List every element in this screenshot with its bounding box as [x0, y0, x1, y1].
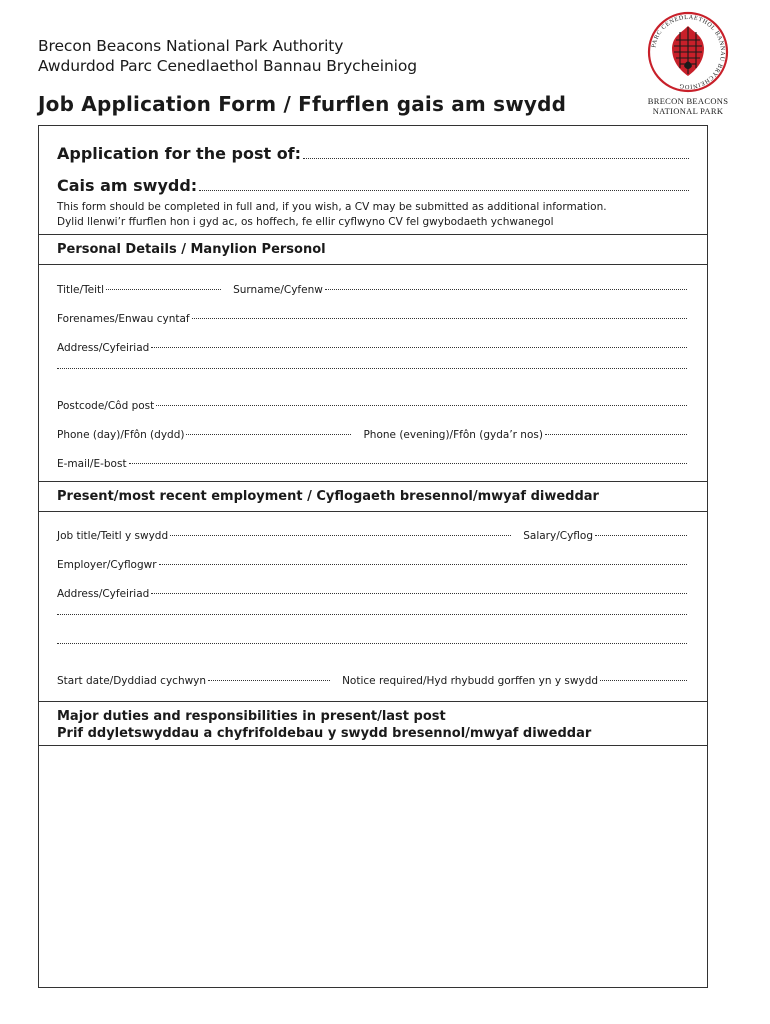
title-field[interactable]: [106, 289, 221, 290]
logo-caption: [640, 96, 736, 116]
national-park-logo: [640, 10, 736, 118]
phone-day-field[interactable]: [186, 434, 351, 435]
authority-name: [38, 36, 417, 76]
duties-header: [39, 701, 707, 746]
employer-address-label: Address/Cyfeiriad: [57, 588, 150, 600]
phone-evening-label: Phone (evening)/Ffôn (gyda’r nos): [363, 429, 543, 441]
address-row-2: [57, 371, 689, 372]
personal-details-heading: Personal Details / Manylion Personol: [57, 242, 326, 257]
address-field-2[interactable]: [57, 368, 687, 369]
employer-address-field[interactable]: [151, 593, 687, 594]
post-applied-field-cy[interactable]: [57, 176, 689, 195]
post-applied-field[interactable]: [57, 144, 689, 163]
employment-heading: Present/most recent employment / Cyflogaeth bresennol/mwyaf diweddar: [57, 489, 599, 504]
salary-field[interactable]: [595, 535, 687, 536]
surname-field[interactable]: [325, 289, 687, 290]
phone-day-label: Phone (day)/Ffôn (dydd): [57, 429, 185, 441]
surname-label: Surname/Cyfenw: [233, 284, 323, 296]
job-title-label: Job title/Teitl y swydd: [57, 530, 169, 542]
duties-text-area[interactable]: [39, 746, 707, 987]
logo-emblem-icon: [646, 10, 730, 94]
address-row: [57, 342, 689, 354]
address-field[interactable]: [151, 347, 687, 348]
employer-address-row-2: [57, 617, 689, 618]
notice-field[interactable]: [600, 680, 687, 681]
salary-label: Salary/Cyflog: [523, 530, 593, 542]
employer-address-row-3: [57, 646, 689, 647]
duties-heading-cy: Prif ddyletswyddau a chyfrifoldebau y swydd bresennol/mwyaf diweddar: [57, 726, 592, 741]
duties-heading-en: Major duties and responsibilities in present/last post: [57, 709, 446, 724]
employer-field[interactable]: [159, 564, 687, 565]
notice-label: Notice required/Hyd rhybudd gorffen yn y swydd: [342, 675, 599, 687]
employer-address-row: [57, 588, 689, 600]
logo-caption-line1: BRECON BEACONS: [647, 96, 729, 106]
start-date-label: Start date/Dyddiad cychwyn: [57, 675, 207, 687]
employer-row: [57, 559, 689, 571]
email-field[interactable]: [129, 463, 687, 464]
logo-caption-line2: NATIONAL PARK: [652, 106, 724, 116]
phone-row: [57, 429, 689, 441]
postcode-field[interactable]: [156, 405, 687, 406]
post-label-cy: Cais am swydd:: [57, 176, 198, 195]
post-fill-line[interactable]: [303, 157, 689, 159]
employer-address-field-3[interactable]: [57, 643, 687, 644]
post-fill-line-cy[interactable]: [199, 189, 689, 191]
forenames-label: Forenames/Enwau cyntaf: [57, 313, 190, 325]
phone-evening-field[interactable]: [545, 434, 687, 435]
post-label-en: Application for the post of:: [57, 144, 302, 163]
title-label: Title/Teitl: [57, 284, 105, 296]
title-surname-row: [57, 284, 689, 296]
application-form: [38, 125, 708, 988]
instructions-note: [57, 200, 607, 230]
instructions-cy: Dylid llenwi’r ffurflen hon i gyd ac, os hoffech, fe ellir cyflwyno CV fel gwybodaeth ychwanegol: [57, 216, 554, 228]
address-label: Address/Cyfeiriad: [57, 342, 150, 354]
email-row: [57, 458, 689, 470]
postcode-label: Postcode/Côd post: [57, 400, 155, 412]
authority-name-cy: Awdurdod Parc Cenedlaethol Bannau Brycheiniog: [38, 57, 417, 75]
start-date-field[interactable]: [208, 680, 330, 681]
instructions-en: This form should be completed in full and, if you wish, a CV may be submitted as additional information.: [57, 201, 607, 213]
job-title-field[interactable]: [170, 535, 511, 536]
authority-name-en: Brecon Beacons National Park Authority: [38, 37, 344, 55]
job-title-row: [57, 530, 689, 542]
start-notice-row: [57, 675, 689, 687]
forenames-field[interactable]: [192, 318, 687, 319]
logo-ring-text: PARC CENEDLAETHOL BANNAU BRYCHEINIOG: [650, 13, 727, 91]
employment-header: [39, 481, 707, 512]
form-title: Job Application Form / Ffurflen gais am swydd: [38, 92, 567, 116]
personal-details-header: [39, 234, 707, 265]
email-label: E-mail/E-bost: [57, 458, 127, 470]
forenames-row: [57, 313, 689, 325]
postcode-row: [57, 400, 689, 412]
employer-address-field-2[interactable]: [57, 614, 687, 615]
employer-label: Employer/Cyflogwr: [57, 559, 157, 571]
